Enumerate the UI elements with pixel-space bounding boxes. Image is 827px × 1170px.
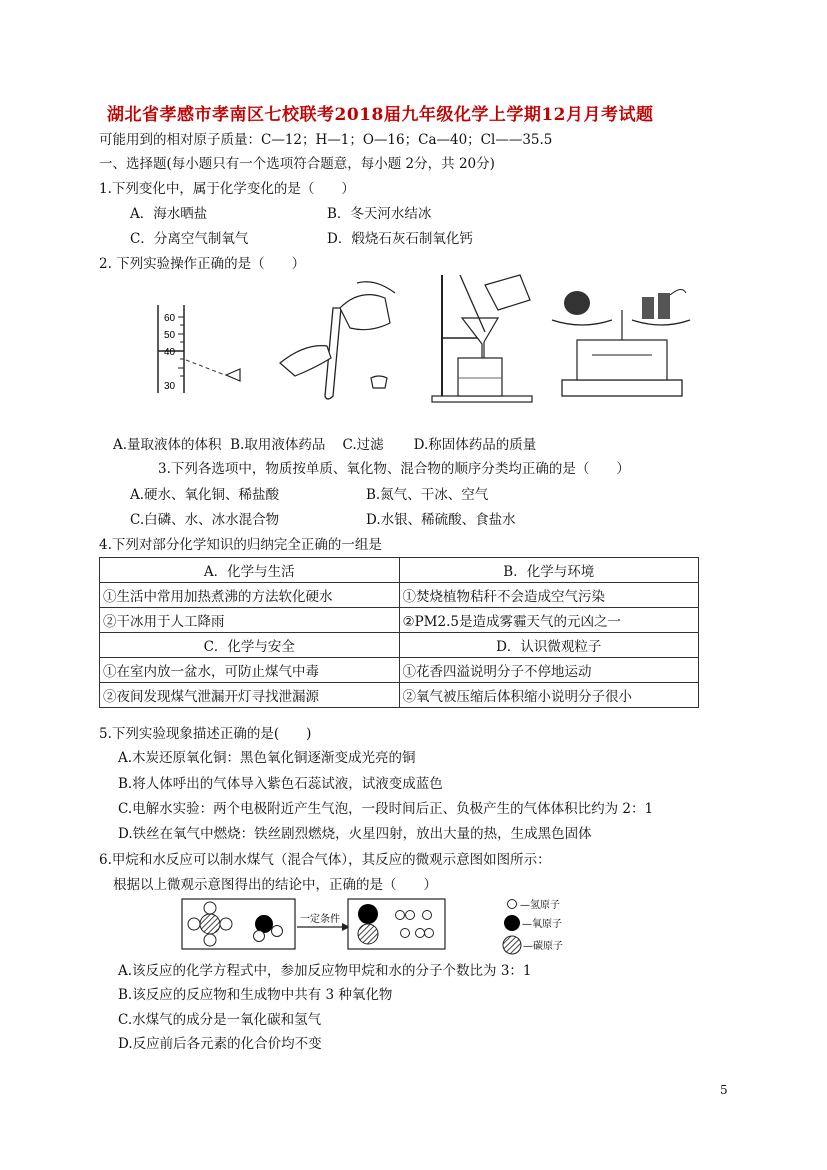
cell-a-head: A．化学与生活 [100,558,400,583]
cell-b-head: B．化学与环境 [399,558,699,583]
q3-option-c: C.白磷、水、冰水混合物 [130,512,280,528]
q2-options: A.量取液体的体积 B.取用液体药品 C.过滤 D.称固体药品的质量 [113,437,537,453]
graduated-cylinder-figure [150,305,260,395]
cell-d2: ②氧气被压缩后体积缩小说明分子很小 [399,683,699,708]
q5-stem: 5.下列实验现象描述正确的是( ) [99,726,312,742]
q4-table [99,557,699,708]
q1-stem: 1.下列变化中，属于化学变化的是（ ） [99,181,355,197]
solid-sample-icon [564,291,590,315]
cell-a2: ②干冰用于人工降雨 [100,608,400,633]
q1-option-c: C．分离空气制氧气 [130,231,249,247]
q5-option-d: D.铁丝在氧气中燃烧：铁丝剧烈燃烧，火星四射，放出大量的热，生成黑色固体 [118,826,592,842]
q6-subquestion: 根据以上微观示意图得出的结论中，正确的是（ ） [113,877,437,893]
legend-carbon: —碳原子 [523,941,563,952]
stopper-icon [371,376,387,388]
cell-d-head: D．认识微观粒子 [399,633,699,658]
q6-option-a: A.该反应的化学方程式中，参加反应物甲烷和水的分子个数比为 3：1 [118,963,532,979]
tick-40: 40 [164,347,176,358]
q5-option-b: B.将人体呼出的气体导入紫色石蕊试液，试液变成蓝色 [118,776,443,792]
q6-stem: 6.甲烷和水反应可以制水煤气（混合气体），其反应的微观示意图如图所示： [99,852,551,868]
cell-a1: ①生活中常用加热煮沸的方法软化硬水 [100,583,400,608]
q6-option-c: C.水煤气的成分是一氧化碳和氢气 [118,1012,322,1028]
q1-option-a: A．海水晒盐 [130,206,208,222]
q3-option-b: B.氮气、干冰、空气 [366,487,489,503]
cell-c2: ②夜间发现煤气泄漏开灯寻找泄漏源 [100,683,400,708]
reaction-condition: 一定条件 [300,914,340,925]
eye-icon [226,369,240,381]
q3-stem: 3.下列各选项中，物质按单质、氧化物、混合物的顺序分类均正确的是（ ） [158,461,630,477]
tick-50: 50 [164,330,176,341]
reaction-diagram [180,893,600,958]
cell-c1: ①在室内放一盆水，可防止煤气中毒 [100,658,400,683]
page-number: 5 [720,1083,728,1097]
oxygen-atom-legend-icon [504,915,520,931]
atomic-masses: 可能用到的相对原子质量：C—12；H—1；O—16；Ca—40；Cl——35.5 [99,132,553,148]
legend-oxygen: —氧原子 [522,919,562,930]
cell-b2: ②PM2.5是造成雾霾天气的元凶之一 [399,608,699,633]
balance-figure [552,285,692,400]
tick-60: 60 [164,313,176,324]
legend-hydrogen: —氢原子 [520,900,560,911]
carbon-atom-legend-icon [503,936,521,954]
q3-option-a: A.硬水、氧化铜、稀盐酸 [130,487,280,503]
q5-option-a: A.木炭还原氧化铜：黑色氧化铜逐渐变成光亮的铜 [118,750,416,766]
cell-d1: ①花香四溢说明分子不停地运动 [399,658,699,683]
tick-30: 30 [164,381,176,392]
section-heading: 一、选择题(每小题只有一个选项符合题意，每小题 2分，共 20分) [99,156,495,172]
q2-stem: 2. 下列实验操作正确的是（ ） [99,256,306,272]
pour-liquid-figure [275,278,405,403]
hydrogen-atom-legend-icon [508,900,517,909]
q1-option-b: B．冬天河水结冰 [327,206,432,222]
q4-stem: 4.下列对部分化学知识的归纳完全正确的一组是 [99,537,382,553]
cell-c-head: C．化学与安全 [100,633,400,658]
q6-option-b: B.该反应的反应物和生成物中共有 3 种氧化物 [118,987,393,1003]
methane-carbon-atom [200,914,220,934]
filtration-figure [430,270,540,405]
q3-option-d: D.水银、稀硫酸、食盐水 [366,512,516,528]
cell-b1: ①焚烧植物秸秆不会造成空气污染 [399,583,699,608]
q5-option-c: C.电解水实验：两个电极附近产生气泡，一段时间后正、负极产生的气体体积比约为 2：1 [118,801,654,817]
exam-title: 湖北省孝感市孝南区七校联考2018届九年级化学上学期12月月考试题 [107,105,654,125]
q6-option-d: D.反应前后各元素的化合价均不变 [118,1036,322,1052]
q1-option-d: D．煅烧石灰石制氧化钙 [327,231,473,247]
